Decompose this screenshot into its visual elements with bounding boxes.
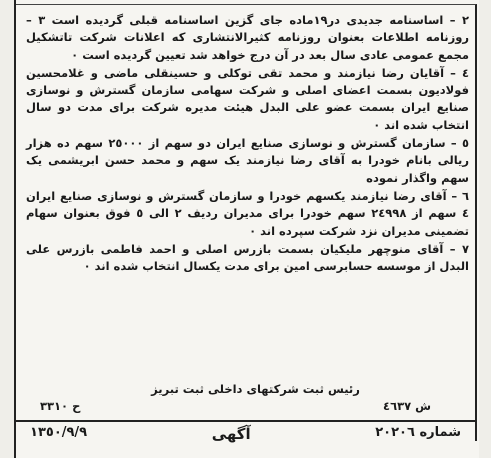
left-margin-strip (0, 0, 16, 458)
issue-date: ۱۳٥٠/٩/٩ (30, 425, 88, 440)
item-5: ٥ – سازمان گسترش و نوسازی صنایع ایران دو سهم از ۲٥٠٠٠ سهم ده هزار ریالی بانام خودرا به آقای رضا نیازمند یک سهم و محمد حسن ابریشمی یک سهم واگذار نموده (26, 136, 469, 185)
section-title: آگهی (211, 425, 251, 443)
page-footer (30, 425, 461, 458)
right-margin-strip (479, 0, 491, 458)
item-4: ٤ – آقایان رضا نیازمند و محمد تقی توکلی و حسینقلی ماضی و غلامحسین فولادیون بسمت اعضای اصلی و شرکت سهامی سازمان گسترش و نوسازی صنایع ایران بسمت عضو علی البدل هیئت مدیره شرکت برای مدت دو سال انتخاب شده اند ٠ (26, 65, 469, 132)
ref-sh: ش ٤٦۳۷ (383, 399, 431, 413)
ref-h: ح ۳۳۱٠ (40, 399, 81, 413)
footer-rule (16, 420, 477, 422)
item-7: ۷ – آقای منوچهر ملیکیان بسمت بازرس اصلی و احمد فاطمی بازرس علی البدل از موسسه حسابرسی امین برای مدت یکسال انتخاب شده اند ٠ (26, 241, 469, 274)
signature-line: رئیس ثبت شرکتهای داخلی ثبت تبریز (151, 382, 360, 396)
issue-number: شماره ۲٠۲٠٦ (375, 425, 461, 440)
article-body (26, 12, 469, 276)
item-2-3: ۲ – اساسنامه جدیدی در۱۹ماده جای گزین اساسنامه قبلی گردیده است ۳ – روزنامه اطلاعات بعنوان روزنامه کثیرالانتشاری که اعلانات شرکت تاتشکیل مجمع عمومی عادی سال بعد در آن درج خواهد شد تعیین گردیده است ٠ (26, 13, 469, 62)
item-6: ٦ – آقای رضا نیازمند یکسهم خودرا و سازمان گسترش و نوسازی صنایع ایران ٤ سهم از ۲٤٩٩۸ سهم خودرا برای مدیران ردیف ۲ الی ٥ فوق بعنوان سهام تضمینی مدیران نزد شرکت سپرده اند ٠ (26, 188, 469, 238)
reference-numbers (40, 399, 431, 413)
